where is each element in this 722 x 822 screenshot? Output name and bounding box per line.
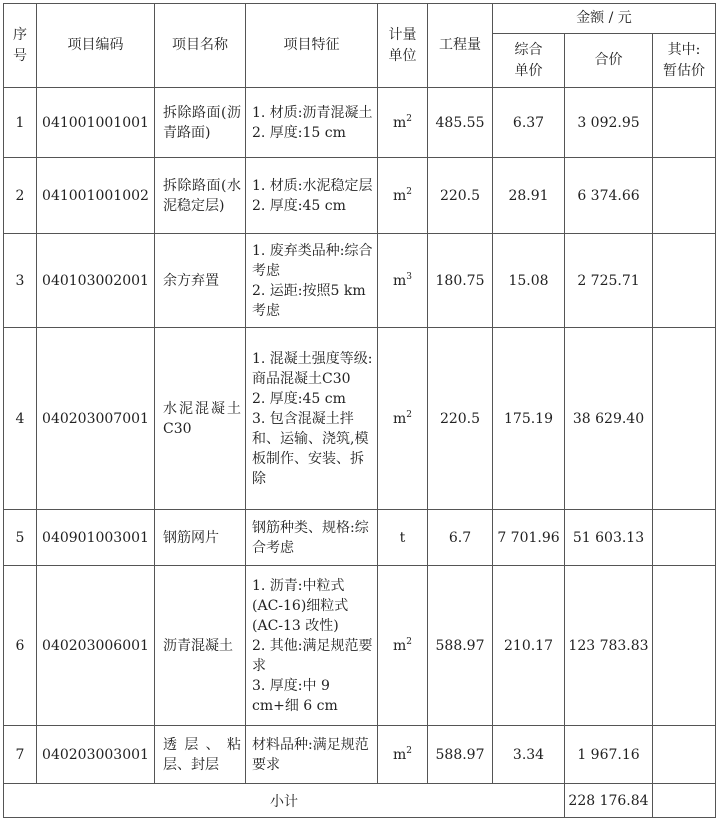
row-qty: 6.7 bbox=[428, 510, 493, 566]
row-estimate bbox=[653, 234, 716, 328]
row-code: 040203007001 bbox=[37, 328, 155, 510]
row-total: 2 725.71 bbox=[565, 234, 653, 328]
row-unit-price: 175.19 bbox=[493, 328, 565, 510]
row-name: 拆除路面(沥青路面) bbox=[155, 88, 246, 158]
unit-base: m bbox=[392, 410, 407, 427]
row-name: 沥青混凝土 bbox=[155, 566, 246, 726]
row-unit-price: 15.08 bbox=[493, 234, 565, 328]
header-total: 合价 bbox=[565, 34, 653, 88]
row-unit bbox=[378, 726, 428, 784]
table-row bbox=[4, 726, 716, 784]
row-estimate bbox=[653, 510, 716, 566]
row-feature: 1. 沥青:中粒式(AC-16)细粒式(AC-13 改性) 2. 其他:满足规范要求 3. 厚度:中 9 cm+细 6 cm bbox=[246, 566, 378, 726]
row-unit-price: 28.91 bbox=[493, 158, 565, 234]
row-feature: 材料品种:满足规范要求 bbox=[246, 726, 378, 784]
unit-base: m bbox=[392, 746, 407, 763]
row-total: 3 092.95 bbox=[565, 88, 653, 158]
header-amount-group: 金额 / 元 bbox=[493, 4, 716, 34]
row-qty: 220.5 bbox=[428, 328, 493, 510]
subtotal-total: 228 176.84 bbox=[565, 784, 653, 818]
header-unit-price: 综合 单价 bbox=[493, 34, 565, 88]
row-unit-price: 210.17 bbox=[493, 566, 565, 726]
row-unit bbox=[378, 566, 428, 726]
row-total: 51 603.13 bbox=[565, 510, 653, 566]
row-name: 水泥混凝土 C30 bbox=[155, 328, 246, 510]
row-seq: 6 bbox=[4, 566, 37, 726]
unit-exponent: 3 bbox=[406, 271, 412, 282]
unit-base: m bbox=[392, 272, 407, 289]
table-body bbox=[4, 88, 716, 818]
row-code: 040203003001 bbox=[37, 726, 155, 784]
row-seq: 2 bbox=[4, 158, 37, 234]
table-row bbox=[4, 88, 716, 158]
subtotal-estimate bbox=[653, 784, 716, 818]
row-qty: 220.5 bbox=[428, 158, 493, 234]
row-feature: 1. 废弃类品种:综合考虑 2. 运距:按照5 km 考虑 bbox=[246, 234, 378, 328]
table-row bbox=[4, 234, 716, 328]
table-row bbox=[4, 158, 716, 234]
row-unit-price: 7 701.96 bbox=[493, 510, 565, 566]
row-name: 拆除路面(水泥稳定层) bbox=[155, 158, 246, 234]
row-total: 6 374.66 bbox=[565, 158, 653, 234]
table-row bbox=[4, 510, 716, 566]
row-unit bbox=[378, 510, 428, 566]
bill-of-quantities-table bbox=[3, 3, 716, 818]
table-row bbox=[4, 328, 716, 510]
unit-exponent: 2 bbox=[406, 636, 412, 647]
row-estimate bbox=[653, 158, 716, 234]
unit-exponent: 2 bbox=[406, 113, 412, 124]
row-seq: 7 bbox=[4, 726, 37, 784]
row-feature: 1. 混凝土强度等级:商品混凝土C30 2. 厚度:45 cm 3. 包含混凝土拌和、运输、浇筑,模板制作、安装、拆除 bbox=[246, 328, 378, 510]
row-estimate bbox=[653, 566, 716, 726]
unit-base: t bbox=[399, 529, 406, 546]
row-qty: 588.97 bbox=[428, 726, 493, 784]
header-estimate: 其中: 暂估价 bbox=[653, 34, 716, 88]
header-code: 项目编码 bbox=[37, 4, 155, 88]
row-code: 040203006001 bbox=[37, 566, 155, 726]
row-unit-price: 3.34 bbox=[493, 726, 565, 784]
row-qty: 180.75 bbox=[428, 234, 493, 328]
subtotal-label: 小计 bbox=[4, 784, 565, 818]
row-feature: 1. 材质:水泥稳定层 2. 厚度:45 cm bbox=[246, 158, 378, 234]
row-feature: 钢筋种类、规格:综合考虑 bbox=[246, 510, 378, 566]
row-estimate bbox=[653, 328, 716, 510]
row-name: 透层、粘层、封层 bbox=[155, 726, 246, 784]
header-name: 项目名称 bbox=[155, 4, 246, 88]
row-seq: 5 bbox=[4, 510, 37, 566]
row-code: 040901003001 bbox=[37, 510, 155, 566]
row-unit bbox=[378, 158, 428, 234]
header-qty: 工程量 bbox=[428, 4, 493, 88]
table-row bbox=[4, 566, 716, 726]
row-unit bbox=[378, 88, 428, 158]
unit-exponent: 2 bbox=[406, 409, 412, 420]
row-code: 041001001002 bbox=[37, 158, 155, 234]
row-unit bbox=[378, 234, 428, 328]
subtotal-row bbox=[4, 784, 716, 818]
header-feature: 项目特征 bbox=[246, 4, 378, 88]
row-code: 041001001001 bbox=[37, 88, 155, 158]
row-estimate bbox=[653, 726, 716, 784]
unit-exponent: 2 bbox=[406, 186, 412, 197]
row-total: 38 629.40 bbox=[565, 328, 653, 510]
row-name: 钢筋网片 bbox=[155, 510, 246, 566]
unit-exponent: 2 bbox=[406, 745, 412, 756]
row-code: 040103002001 bbox=[37, 234, 155, 328]
row-feature: 1. 材质:沥青混凝土 2. 厚度:15 cm bbox=[246, 88, 378, 158]
row-seq: 1 bbox=[4, 88, 37, 158]
row-estimate bbox=[653, 88, 716, 158]
row-unit-price: 6.37 bbox=[493, 88, 565, 158]
row-unit bbox=[378, 328, 428, 510]
row-seq: 3 bbox=[4, 234, 37, 328]
header-unit: 计量 单位 bbox=[378, 4, 428, 88]
row-total: 1 967.16 bbox=[565, 726, 653, 784]
unit-base: m bbox=[392, 114, 407, 131]
row-qty: 588.97 bbox=[428, 566, 493, 726]
row-seq: 4 bbox=[4, 328, 37, 510]
unit-base: m bbox=[392, 187, 407, 204]
row-qty: 485.55 bbox=[428, 88, 493, 158]
header-seq: 序 号 bbox=[4, 4, 37, 88]
row-name: 余方弃置 bbox=[155, 234, 246, 328]
unit-base: m bbox=[392, 637, 407, 654]
row-total: 123 783.83 bbox=[565, 566, 653, 726]
